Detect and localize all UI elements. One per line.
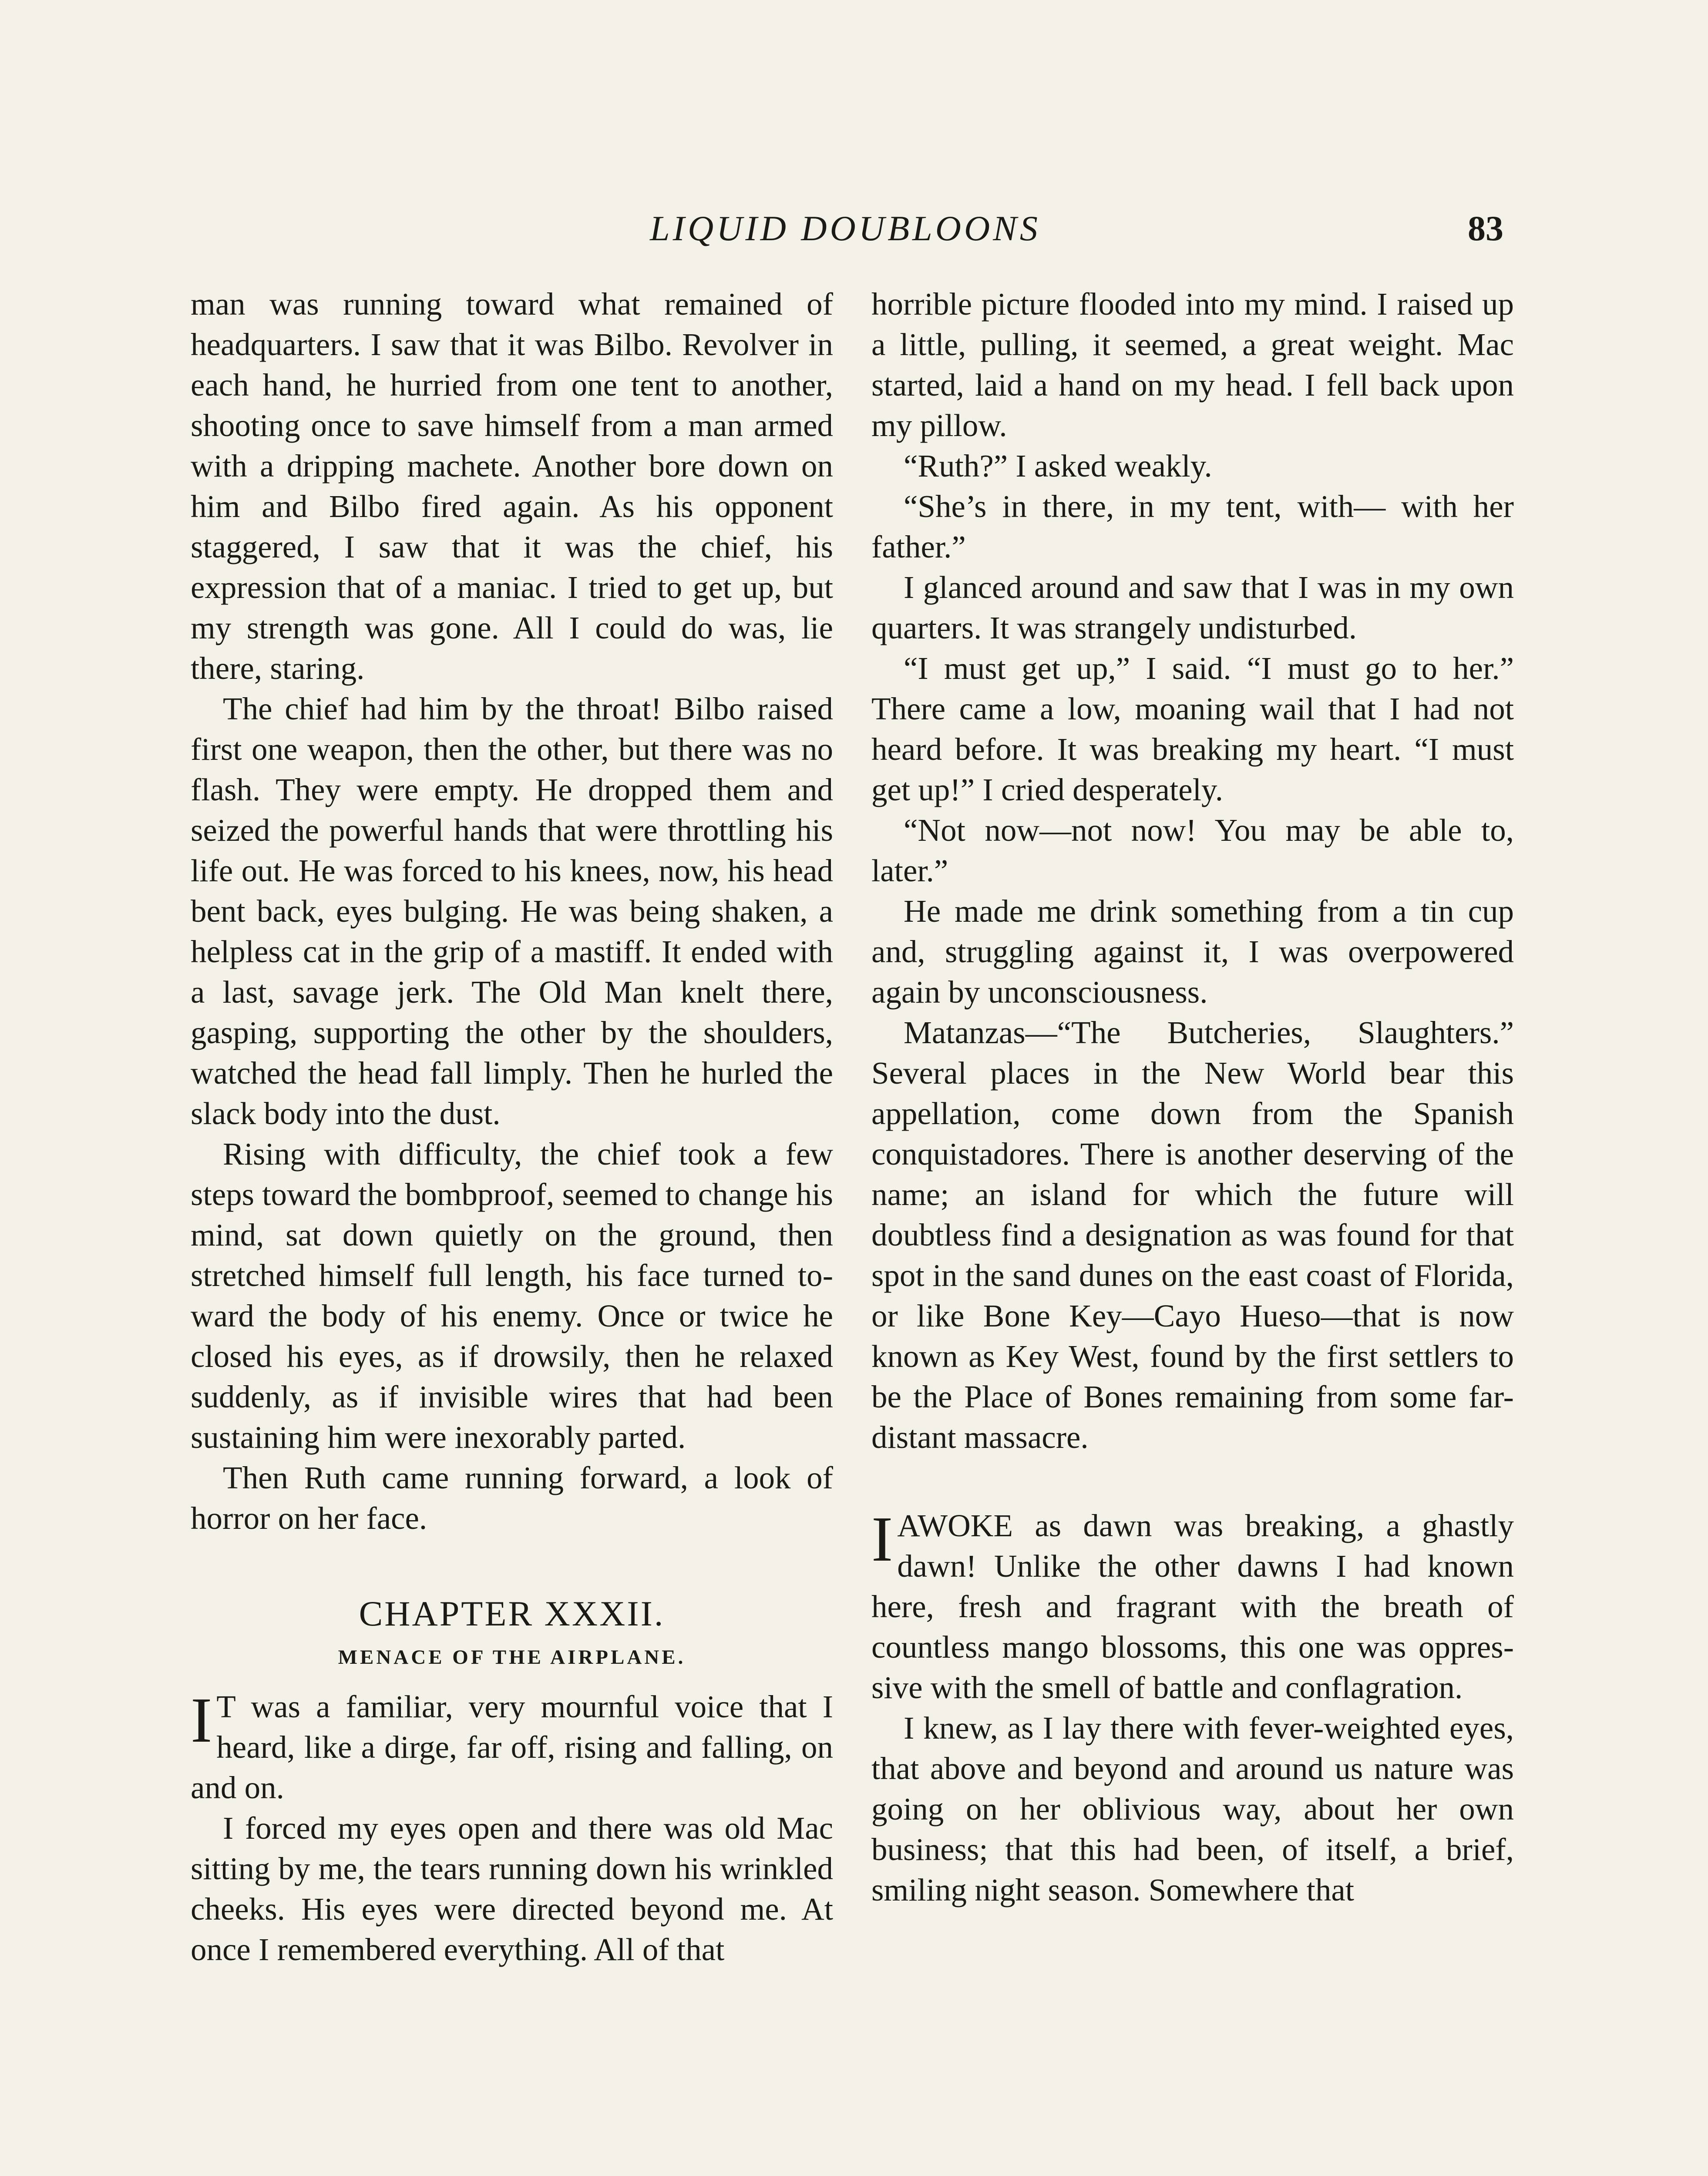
drop-cap: I <box>191 1685 212 1756</box>
paragraph: “Ruth?” I asked weakly. <box>904 448 1212 484</box>
paragraph: “Not now—not now! You may be able to, later.” <box>871 813 1514 888</box>
chapter-heading: CHAPTER XXXII. <box>359 1594 665 1633</box>
section-break <box>871 1457 1514 1505</box>
paragraph: I knew, as I lay there with fever-weighted eyes, that above and beyond and around us nature was going on her oblivious way, about her own business; that this had been, of itself, a brief, smiling night season. Somewhere that <box>871 1710 1514 1907</box>
paragraph: “She’s in there, in my tent, with— with her father.” <box>871 489 1514 564</box>
page-number: 83 <box>1468 208 1503 248</box>
drop-cap: I <box>871 1504 893 1575</box>
page-header <box>187 202 1503 255</box>
paragraph: man was running toward what remained of headquarters. I saw that it was Bilbo. Revolver in each hand, he hurried from one tent to another, shooting once to save himself from a man armed with a dripping machete. Another bore down on him and Bilbo fired again. As his opponent staggered, I saw that it was the chief, his expression that of a maniac. I tried to get up, but my strength was gone. All I could do was, lie there, staring. <box>191 286 833 686</box>
chapter-opening-paragraph <box>191 1686 833 1808</box>
right-column <box>871 284 1514 1910</box>
paragraph-text: T was a familiar, very mournful voice that I heard, like a dirge, far off, rising and falling, on and on. <box>191 1689 833 1805</box>
paragraph: Matanzas—“The Butcheries, Slaughters.” Several places in the New World bear this appellation, come down from the Spanish conquistadores. There is another deserving of the name; an island for which the future will doubtless find a designation as was found for that spot in the sand dunes on the east coast of Florida, or like Bone Key—Cayo Hueso—that is now known as Key West, found by the first settlers to be the Place of Bones remaining from some far-distant massacre. <box>871 1015 1514 1455</box>
paragraph: I glanced around and saw that I was in my own quarters. It was strangely undisturbed. <box>871 570 1514 645</box>
left-column <box>191 284 833 1970</box>
paragraph: The chief had him by the throat! Bilbo raised first one weapon, then the other, but there was no flash. They were empty. He dropped them and seized the powerful hands that were throttling his life out. He was forced to his knees, now, his head bent back, eyes bulging. He was being shaken, a helpless cat in the grip of a mastiff. It ended with a last, savage jerk. The Old Man knelt there, gasping, supporting the other by the shoulders, watched the head fall limply. Then he hurled the slack body into the dust. <box>191 691 833 1131</box>
paragraph: “I must get up,” I said. “I must go to her.” There came a low, moaning wail that I had not heard before. It was breaking my heart. “I must get up!” I cried desperately. <box>871 651 1514 807</box>
section-opening-paragraph <box>871 1505 1514 1708</box>
chapter-heading-block <box>191 1590 833 1677</box>
paragraph-text: AWOKE as dawn was breaking, a ghastly dawn! Unlike the other dawns I had known here, fresh and fragrant with the breath of countless mango blossoms, this one was oppressive with the smell of battle and conflagration. <box>871 1508 1514 1705</box>
running-title: LIQUID DOUBLOONS <box>650 208 1041 248</box>
paragraph: He made me drink something from a tin cup and, struggling against it, I was overpowered again by unconsciousness. <box>871 893 1514 1010</box>
chapter-subtitle: MENACE OF THE AIRPLANE. <box>338 1646 686 1669</box>
paragraph: Then Ruth came running forward, a look of horror on her face. <box>191 1460 833 1536</box>
paragraph: I forced my eyes open and there was old Mac sitting by me, the tears running down his wrinkled cheeks. His eyes were directed beyond me. At once I remembered everything. All of that <box>191 1810 833 1967</box>
paragraph: horrible picture flooded into my mind. I raised up a little, pulling, it seemed, a great weight. Mac started, laid a hand on my head. I fell back upon my pillow. <box>871 286 1514 443</box>
paragraph: Rising with difficulty, the chief took a few steps toward the bombproof, seemed to change his mind, sat down quietly on the ground, then stretched himself full length, his face turned toward the body of his enemy. Once or twice he closed his eyes, as if drowsily, then he relaxed suddenly, as if invisible wires that had been sustaining him were inexorably parted. <box>191 1136 833 1455</box>
